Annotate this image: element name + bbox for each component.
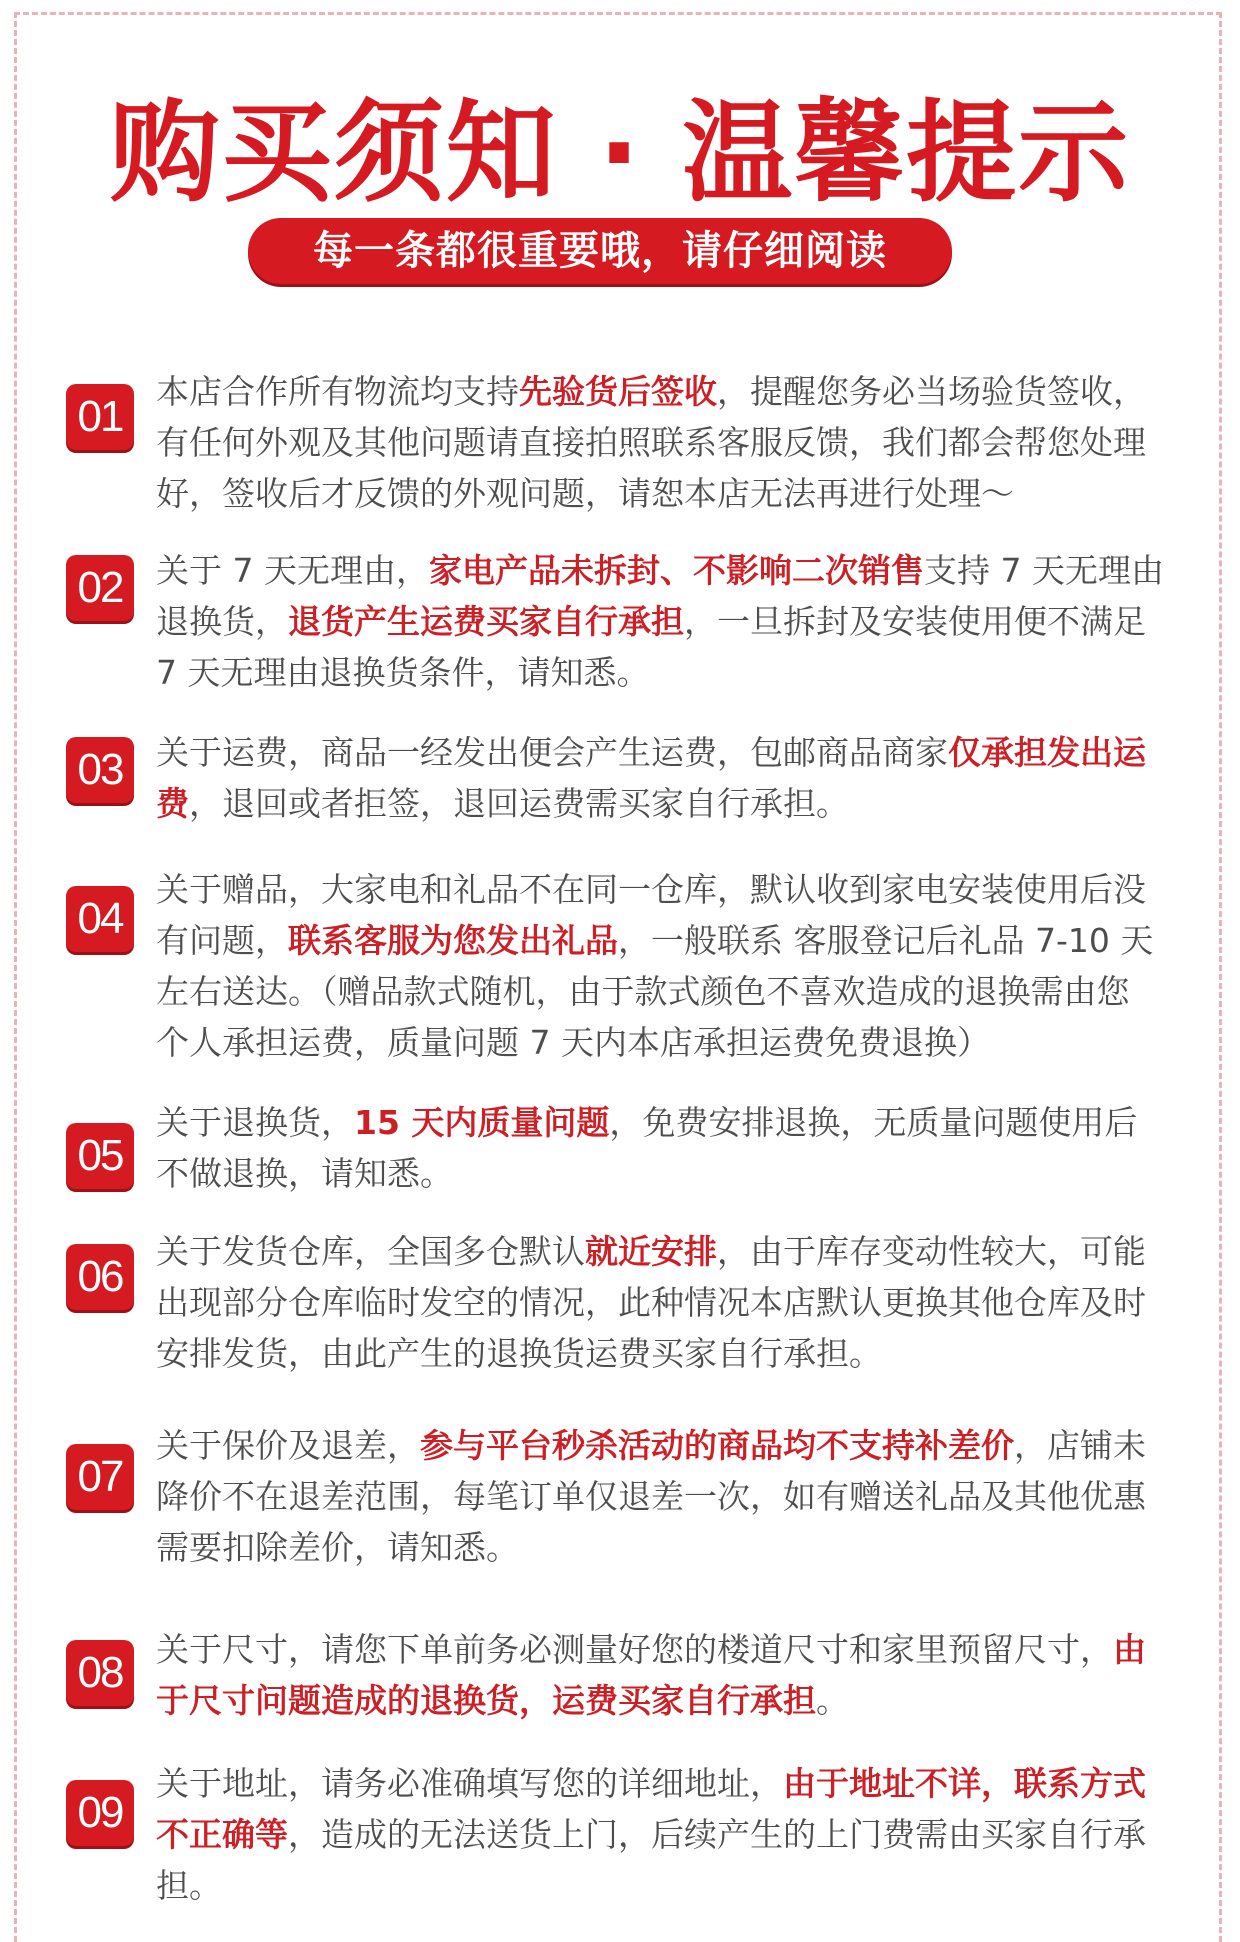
number-badge: 04 bbox=[66, 886, 134, 952]
notice-line bbox=[156, 1017, 1186, 1068]
body-text: 关于发货仓库，全国多仓默认 bbox=[156, 1232, 585, 1271]
highlight-text: 先验货后签收 bbox=[519, 372, 717, 411]
body-text: 不做退换，请知悉。 bbox=[156, 1154, 453, 1193]
number-badge: 09 bbox=[66, 1780, 134, 1846]
body-text: 左右送达。（赠品款式随机，由于款式颜色不喜欢造成的退换需由您 bbox=[156, 972, 1130, 1011]
notice-text bbox=[156, 1226, 1186, 1379]
notice-line bbox=[156, 778, 1186, 829]
body-text: 7 天无理由退换货条件，请知悉。 bbox=[156, 653, 650, 692]
notice-line bbox=[156, 647, 1186, 698]
notice-text bbox=[156, 545, 1186, 698]
notice-text bbox=[156, 1624, 1186, 1726]
body-text: ，造成的无法送货上门，后续产生的上门费需由买家自行承 bbox=[288, 1815, 1146, 1854]
body-text: ，一般联系 客服登记后礼品 7-10 天 bbox=[618, 921, 1154, 960]
notice-line bbox=[156, 417, 1186, 468]
highlight-text: 由于地址不详，联系方式 bbox=[783, 1764, 1146, 1803]
body-text: 有问题， bbox=[156, 921, 288, 960]
body-text: 关于地址，请务必准确填写您的详细地址， bbox=[156, 1764, 783, 1803]
number-badge: 07 bbox=[66, 1444, 134, 1510]
notice-line bbox=[156, 1328, 1186, 1379]
body-text: ，店铺未 bbox=[1014, 1426, 1146, 1465]
notice-line bbox=[156, 1277, 1186, 1328]
body-text: 。 bbox=[816, 1681, 849, 1720]
notice-line bbox=[156, 915, 1186, 966]
body-text: 出现部分仓库临时发空的情况，此种情况本店默认更换其他仓库及时 bbox=[156, 1283, 1146, 1322]
body-text: ，一旦拆封及安装使用便不满足 bbox=[684, 602, 1146, 641]
body-text: ，免费安排退换，无质量问题使用后 bbox=[609, 1103, 1138, 1142]
body-text: ，退回或者拒签，退回运费需买家自行承担。 bbox=[189, 784, 849, 823]
body-text: 好，签收后才反馈的外观问题，请恕本店无法再进行处理～ bbox=[156, 474, 1014, 513]
number-badge: 06 bbox=[66, 1244, 134, 1310]
page-title: 购买须知 · 温馨提示 bbox=[109, 89, 1131, 217]
body-text: 关于 7 天无理由， bbox=[156, 551, 429, 590]
body-text: 支持 7 天无理由 bbox=[923, 551, 1164, 590]
body-text: ，由于库存变动性较大，可能 bbox=[717, 1232, 1146, 1271]
notice-line bbox=[156, 1624, 1186, 1675]
notice-line bbox=[156, 1471, 1186, 1522]
highlight-text: 于尺寸问题造成的退换货，运费买家自行承担 bbox=[156, 1681, 816, 1720]
body-text: 个人承担运费，质量问题 7 天内本店承担运费免费退换） bbox=[156, 1023, 990, 1062]
body-text: 有任何外观及其他问题请直接拍照联系客服反馈，我们都会帮您处理 bbox=[156, 423, 1146, 462]
highlight-text: 不正确等 bbox=[156, 1815, 288, 1854]
notice-line bbox=[156, 1809, 1186, 1860]
notice-line bbox=[156, 864, 1186, 915]
notice-line bbox=[156, 1758, 1186, 1809]
body-text: 降价不在退差范围，每笔订单仅退差一次，如有赠送礼品及其他优惠 bbox=[156, 1477, 1146, 1516]
notice-line bbox=[156, 1420, 1186, 1471]
notice-line bbox=[156, 1522, 1186, 1573]
body-text: ，提醒您务必当场验货签收， bbox=[717, 372, 1146, 411]
notice-line bbox=[156, 1148, 1186, 1199]
highlight-text: 参与平台秒杀活动的商品均不支持补差价 bbox=[420, 1426, 1014, 1465]
body-text: 退换货， bbox=[156, 602, 288, 641]
highlight-text: 费 bbox=[156, 784, 189, 823]
highlight-text: 退货产生运费买家自行承担 bbox=[288, 602, 684, 641]
highlight-text: 15 天内质量问题 bbox=[354, 1103, 610, 1142]
highlight-text: 家电产品未拆封、不影响二次销售 bbox=[428, 551, 924, 590]
body-text: 关于尺寸，请您下单前务必测量好您的楼道尺寸和家里预留尺寸， bbox=[156, 1630, 1113, 1669]
body-text: 关于赠品，大家电和礼品不在同一仓库，默认收到家电安装使用后没 bbox=[156, 870, 1146, 909]
subtitle-banner: 每一条都很重要哦，请仔细阅读 bbox=[248, 218, 952, 284]
number-badge: 03 bbox=[66, 737, 134, 803]
notice-text bbox=[156, 864, 1186, 1068]
number-badge: 01 bbox=[66, 384, 134, 450]
body-text: 安排发货，由此产生的退换货运费买家自行承担。 bbox=[156, 1334, 882, 1373]
notice-text bbox=[156, 1420, 1186, 1573]
body-text: 关于保价及退差， bbox=[156, 1426, 420, 1465]
notice-text bbox=[156, 1097, 1186, 1199]
notice-line bbox=[156, 545, 1186, 596]
body-text: 关于运费，商品一经发出便会产生运费，包邮商品商家 bbox=[156, 733, 948, 772]
notice-line bbox=[156, 1675, 1186, 1726]
notice-line bbox=[156, 1097, 1186, 1148]
number-badge: 05 bbox=[66, 1123, 134, 1189]
body-text: 本店合作所有物流均支持 bbox=[156, 372, 519, 411]
notice-line bbox=[156, 468, 1186, 519]
notice-line bbox=[156, 966, 1186, 1017]
notice-line bbox=[156, 727, 1186, 778]
notice-line bbox=[156, 366, 1186, 417]
number-badge: 02 bbox=[66, 555, 134, 621]
notice-line bbox=[156, 1226, 1186, 1277]
highlight-text: 就近安排 bbox=[585, 1232, 717, 1271]
highlight-text: 联系客服为您发出礼品 bbox=[288, 921, 618, 960]
number-badge: 08 bbox=[66, 1640, 134, 1706]
highlight-text: 由 bbox=[1113, 1630, 1146, 1669]
body-text: 关于退换货， bbox=[156, 1103, 354, 1142]
notice-text bbox=[156, 1758, 1186, 1911]
highlight-text: 仅承担发出运 bbox=[948, 733, 1146, 772]
notice-text bbox=[156, 366, 1186, 519]
body-text: 担。 bbox=[156, 1866, 222, 1905]
notice-line bbox=[156, 1860, 1186, 1911]
body-text: 需要扣除差价，请知悉。 bbox=[156, 1528, 519, 1567]
notice-text bbox=[156, 727, 1186, 829]
notice-line bbox=[156, 596, 1186, 647]
